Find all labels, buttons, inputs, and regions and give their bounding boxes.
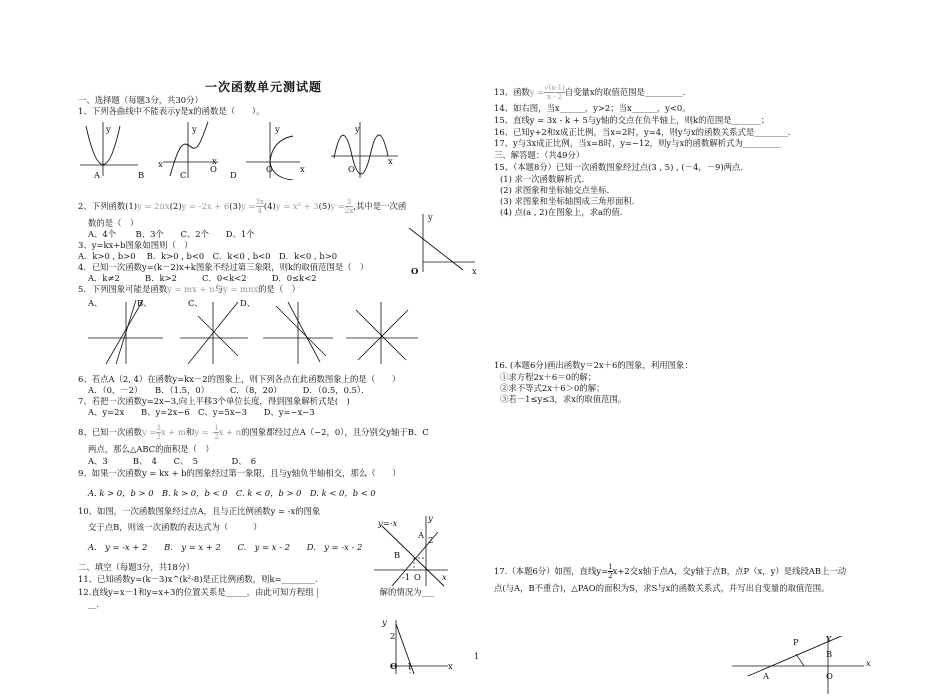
q14-tick-1: 1 bbox=[407, 661, 413, 671]
q5-letter-b: B、 bbox=[137, 298, 152, 308]
q1-letter-a: A bbox=[94, 170, 101, 180]
q1-axis-y-2: y bbox=[106, 124, 111, 134]
question-6: 6、若点A（2, 4）在函数y=kx－2的图象上，则下列各点在此函数图象上的是（ ） bbox=[78, 374, 401, 384]
q8-formula-2-pre: y = - bbox=[194, 427, 215, 437]
q1-axis-x-1: x bbox=[158, 159, 163, 169]
p17-text-a: 17.（本题6分）如图，直线y= bbox=[494, 566, 609, 576]
q2-formula-3-pre: y = bbox=[241, 201, 256, 211]
q10-line-label: y=-x bbox=[378, 518, 398, 528]
question-2-cont: 数的是（ ） bbox=[88, 218, 139, 228]
question-14: 14、如右图，当x______，y>2；当x______，y<0。 bbox=[494, 103, 691, 113]
question-2-options: A、4个 B、3个 C、2个 D、1个 bbox=[88, 229, 255, 239]
q5-letter-d: D、 bbox=[240, 298, 256, 308]
q8-formula-1-post: x + m bbox=[160, 427, 186, 437]
q2-formula-5-num: 3 bbox=[346, 198, 352, 206]
p17-point-b: B bbox=[826, 649, 833, 659]
q2-formula-1: y = 2πx bbox=[137, 201, 170, 211]
q2-text-4: (4) bbox=[263, 201, 276, 211]
question-10-cont: 交于点B，则该一次函数的表达式为（ ） bbox=[88, 522, 262, 532]
q1-origin-3: O bbox=[266, 164, 273, 174]
question-1: 1、下列各曲线中不能表示y是x的函数是（ ）。 bbox=[78, 106, 265, 116]
p17-axis-x: x bbox=[866, 658, 871, 668]
question-8-options: A、3 B、 4 C、 5 D、 6 bbox=[88, 456, 257, 466]
q2-text-2: (2) bbox=[169, 201, 182, 211]
question-11: 11、已知函数y=(k－3)x^(k²-8)是正比例函数，则k=________. bbox=[78, 574, 318, 584]
question-16: 16、已知y+2和x成正比例，当x=2时，y=4，则y与x的函数关系式是________. bbox=[494, 127, 791, 137]
question-4: 4．已知一次函数y=(k－2)x+k图象不经过第三象限，则k的取值范围是（ ） bbox=[78, 262, 369, 272]
problem-17 bbox=[494, 563, 846, 580]
q14-axis-y: y bbox=[382, 617, 387, 627]
page-title: 一次函数单元测试题 bbox=[205, 80, 323, 94]
page-number: 1 bbox=[474, 652, 480, 661]
problem-17-cont: 点(与A，B不重合)，△PAO的面积为S，求S与x的函数关系式，并写出自变量的取值范围。 bbox=[494, 583, 830, 593]
question-6-options: A．（0，－2） B．（1.5，0） C．（8，20） D．（0.5，0.5）． bbox=[88, 385, 370, 395]
p17-axis-y: Y bbox=[826, 634, 832, 644]
question-10: 10、如图，一次函数图象经过点A，且与正比例函数y = -x的图象 bbox=[78, 506, 321, 516]
question-8 bbox=[78, 424, 429, 441]
q1-origin-2: O bbox=[210, 164, 217, 174]
q2-formula-3-den: 4 bbox=[257, 207, 262, 215]
question-12-cont: __. bbox=[88, 599, 100, 609]
q8-formula-1-pre: y = bbox=[141, 427, 157, 437]
problem-15-part-3: (3) 求图象和坐标轴围成三角形面积. bbox=[500, 196, 635, 206]
q2-text-3: (3) bbox=[229, 201, 242, 211]
p17-origin: O bbox=[826, 671, 833, 681]
q1-axis-y-3: y bbox=[192, 124, 197, 134]
q13-formula-num: √(x-1) bbox=[544, 84, 565, 92]
p17-text-b: x+2交x轴于点A，交y轴于点B，点P（x，y）是线段AB上一动 bbox=[612, 566, 847, 576]
q13-text-a: 13、函数 bbox=[494, 87, 530, 97]
question-15: 15、直线y = 3x - k + 5与y轴的交点在负半轴上，则k的范围是_______； bbox=[494, 115, 770, 125]
q8-text-a: 8、已知一次函数 bbox=[78, 427, 142, 437]
question-12 bbox=[78, 587, 434, 598]
q10-point-a: A bbox=[418, 530, 425, 540]
q13-formula-pre: y = bbox=[529, 87, 545, 97]
problem-16: 16. (本题6分)画出函数y＝2x＋6的图象，利用图象： bbox=[494, 360, 693, 370]
problem-16-part-2: ②求不等式2x＋6＞0的解； bbox=[500, 383, 605, 393]
question-8-cont: 两点，那么△ABC的面积是（ ） bbox=[88, 444, 214, 454]
q5-letter-a: A、 bbox=[88, 298, 103, 308]
problem-15: 15、（本题8分）已知一次函数图象经过点(3 , 5) , (－4，－9)两点. bbox=[494, 162, 744, 172]
q5-formula-1: y = mx + n bbox=[167, 284, 215, 294]
question-5 bbox=[78, 284, 300, 295]
q8-formula-2-num: 1 bbox=[214, 424, 219, 432]
q2-formula-5-pre: y = bbox=[330, 201, 345, 211]
question-13 bbox=[494, 84, 685, 101]
q5-text-b: 的是（ ） bbox=[258, 284, 300, 294]
q1-origin-4: O bbox=[348, 164, 355, 174]
q12-text-b: 解的情况为___ bbox=[379, 587, 435, 597]
q3-origin: O bbox=[411, 266, 419, 276]
question-9-options: A. k > 0，b > 0 B. k > 0，b < 0 C. k < 0，b > 0 D. k < 0，b < 0 bbox=[88, 488, 376, 498]
q1-axis-y-5: y bbox=[355, 124, 360, 134]
q12-system-brace-icon bbox=[317, 588, 377, 598]
q5-text-a: 5．下列图象可能是函数 bbox=[78, 284, 168, 294]
q8-formula-2-den: 2 bbox=[214, 433, 219, 441]
q5-letter-c: C、 bbox=[188, 298, 203, 308]
q8-text-mid: 和 bbox=[185, 427, 195, 437]
question-7-options: A、y=2x B、y=2x−6 C、y=5x−3 D、y=−x−3 bbox=[88, 407, 315, 417]
q8-formula-2-post: x + n bbox=[218, 427, 242, 437]
section-3-heading: 三、解答题：（共49分） bbox=[494, 150, 585, 160]
q2-formula-3-num: 3x bbox=[255, 198, 264, 206]
q10-axis-x: x bbox=[442, 572, 447, 582]
q8-formula-1-num: 3 bbox=[156, 424, 161, 432]
question-7: 7、若把一次函数y=2x−3,向上平移3个单位长度，得到图象解析式是( ) bbox=[78, 396, 350, 406]
q1-letter-b: B bbox=[138, 170, 145, 180]
q14-axis-x: x bbox=[448, 661, 453, 671]
p17-point-p: P bbox=[793, 637, 799, 647]
q2-text-a: 2、下列函数(1) bbox=[78, 201, 138, 211]
question-9: 9、如果一次函数y = kx + b的图象经过第一象限，且与y轴负半轴相交，那么（ ） bbox=[78, 468, 401, 478]
q2-text-5: (5) bbox=[318, 201, 331, 211]
q12-text-a: 12.直线y=x－1和y=x+3的位置关系是_____，由此可知方程组 bbox=[78, 587, 314, 597]
q2-text-b: ,其中是一次函 bbox=[353, 201, 407, 211]
question-4-options: A．k≠2 B．k>2 C．0<k<2 D．0≤k<2 bbox=[88, 273, 317, 283]
p17-point-a: A bbox=[763, 671, 770, 681]
section-2-heading: 二、填空（每题3分，共18分） bbox=[78, 562, 195, 572]
question-17: 17、y与3x成正比例，当x=8时，y=−12，则y与x的函数解析式为_________ bbox=[494, 138, 781, 148]
question-3-options: A．k>0 , b>0 B．k>0 , b<0 C．k<0 , b<0 D．k<0 , b>0 bbox=[78, 251, 338, 261]
q13-formula-den: x - 2 bbox=[546, 93, 563, 101]
p17-frac-den: 2 bbox=[608, 572, 613, 580]
question-10-options: A. y = -x + 2 B. y = x + 2 C. y = x - 2 D. y = -x - 2 bbox=[88, 542, 363, 552]
problem-15-part-2: (2) 求图象和坐标轴交点坐标. bbox=[500, 185, 610, 195]
question-2 bbox=[78, 198, 406, 215]
q10-axis-y: y bbox=[428, 513, 433, 523]
q10-point-b: B bbox=[394, 550, 401, 560]
q5-text-mid: 与 bbox=[214, 284, 223, 294]
q1-axis-x-2: x bbox=[212, 156, 217, 166]
q1-axis-x-3: x bbox=[300, 164, 305, 174]
q13-text-b: 自变量x的取值范围是_________. bbox=[564, 87, 686, 97]
problem-15-part-1: (1) 求一次函数解析式. bbox=[500, 174, 585, 184]
q2-formula-5-den: 2x bbox=[344, 207, 354, 215]
q8-formula-1-den: 2 bbox=[156, 433, 161, 441]
q10-tick-2: 2 bbox=[428, 535, 434, 545]
q5-formula-2: y = mnx bbox=[222, 284, 259, 294]
problem-16-part-3: ③若－1≤y≤3，求x的取值范围。 bbox=[500, 394, 627, 404]
q8-text-b: 的图象都经过点A（−2，0），且分别交y轴于B、C bbox=[241, 427, 429, 437]
q1-axis-y-4: y bbox=[275, 124, 280, 134]
q1-letter-d: D bbox=[230, 170, 237, 180]
q2-formula-4: y = x² + 3 bbox=[275, 201, 319, 211]
q5-figures bbox=[88, 296, 428, 369]
q1-axis-x-4: x bbox=[388, 156, 393, 166]
q14-tick-2: 2 bbox=[390, 631, 396, 641]
q1-letter-c: C bbox=[180, 170, 187, 180]
q14-origin: O bbox=[390, 661, 398, 671]
p17-frac-num: 1 bbox=[608, 563, 613, 571]
section-1-heading: 一、选择题（每题3分，共30分） bbox=[78, 95, 203, 105]
problem-15-part-4: (4) 点(a , 2)在图象上，求a的值. bbox=[500, 207, 623, 217]
problem-16-part-1: ①求方程2x＋6＝0的解； bbox=[500, 372, 597, 382]
question-3: 3、y=kx+b图象如图则（ ） bbox=[78, 240, 193, 250]
q10-tick-neg1: -1 bbox=[402, 572, 411, 582]
q10-origin: O bbox=[414, 572, 421, 582]
q2-formula-2: y = -2x + 6 bbox=[181, 201, 230, 211]
q3-axis-x: x bbox=[472, 266, 477, 276]
q3-axis-y: y bbox=[428, 212, 433, 222]
